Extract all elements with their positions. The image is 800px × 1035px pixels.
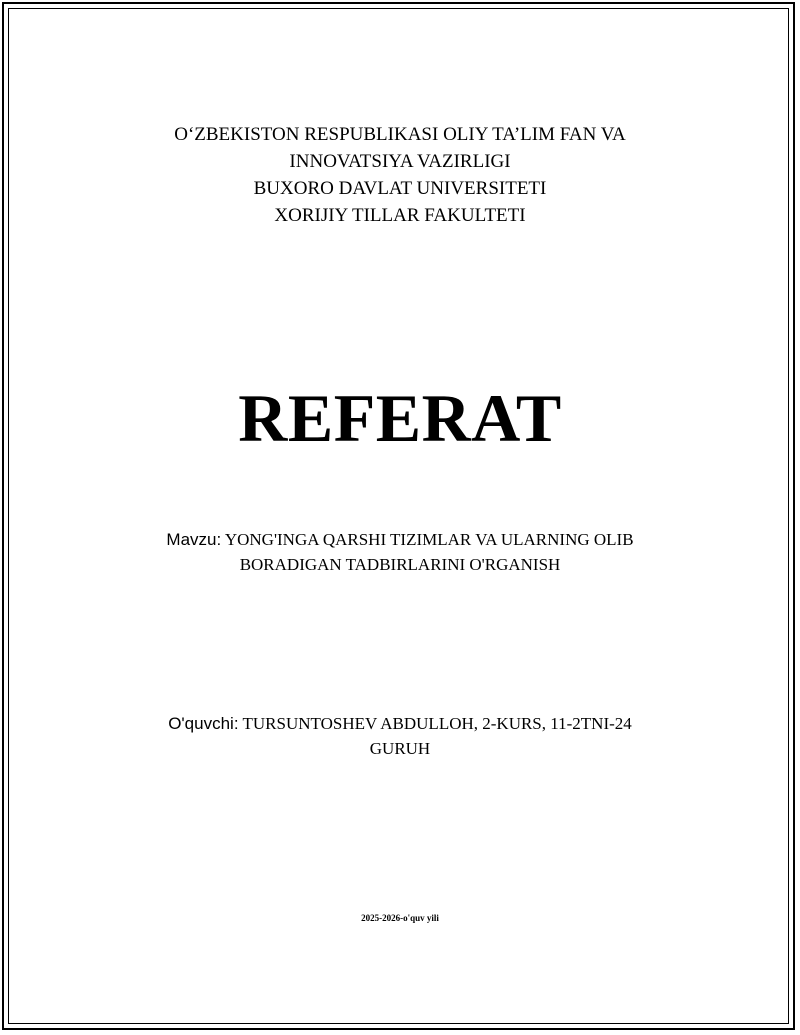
header-line-ministry-1: O‘ZBEKISTON RESPUBLIKASI OLIY TA’LIM FAN VA: [174, 124, 626, 145]
topic-text-2: BORADIGAN TADBIRLARINI O'RGANISH: [239, 555, 561, 574]
student-label: O'quvchi:: [168, 714, 239, 733]
header-line-ministry-2: INNOVATSIYA VAZIRLIGI: [289, 151, 511, 172]
institution-header: [0, 121, 800, 229]
header-line-university: BUXORO DAVLAT UNIVERSITETI: [253, 178, 547, 199]
topic-block: [0, 527, 800, 577]
academic-year: 2025-2026-o'quv yili: [361, 913, 439, 923]
student-line-1: [0, 711, 800, 736]
topic-label: Mavzu:: [166, 530, 222, 549]
header-line-faculty: XORIJIY TILLAR FAKULTETI: [274, 205, 526, 226]
topic-text-1: YONG'INGA QARSHI TIZIMLAR VA ULARNING OLIB: [224, 530, 634, 549]
student-text-2: GURUH: [369, 739, 431, 758]
topic-line-1: [0, 527, 800, 552]
student-text-1: TURSUNTOSHEV ABDULLOH, 2-KURS, 11-2TNI-24: [242, 714, 632, 733]
student-block: [0, 711, 800, 761]
document-title: REFERAT: [238, 380, 562, 456]
